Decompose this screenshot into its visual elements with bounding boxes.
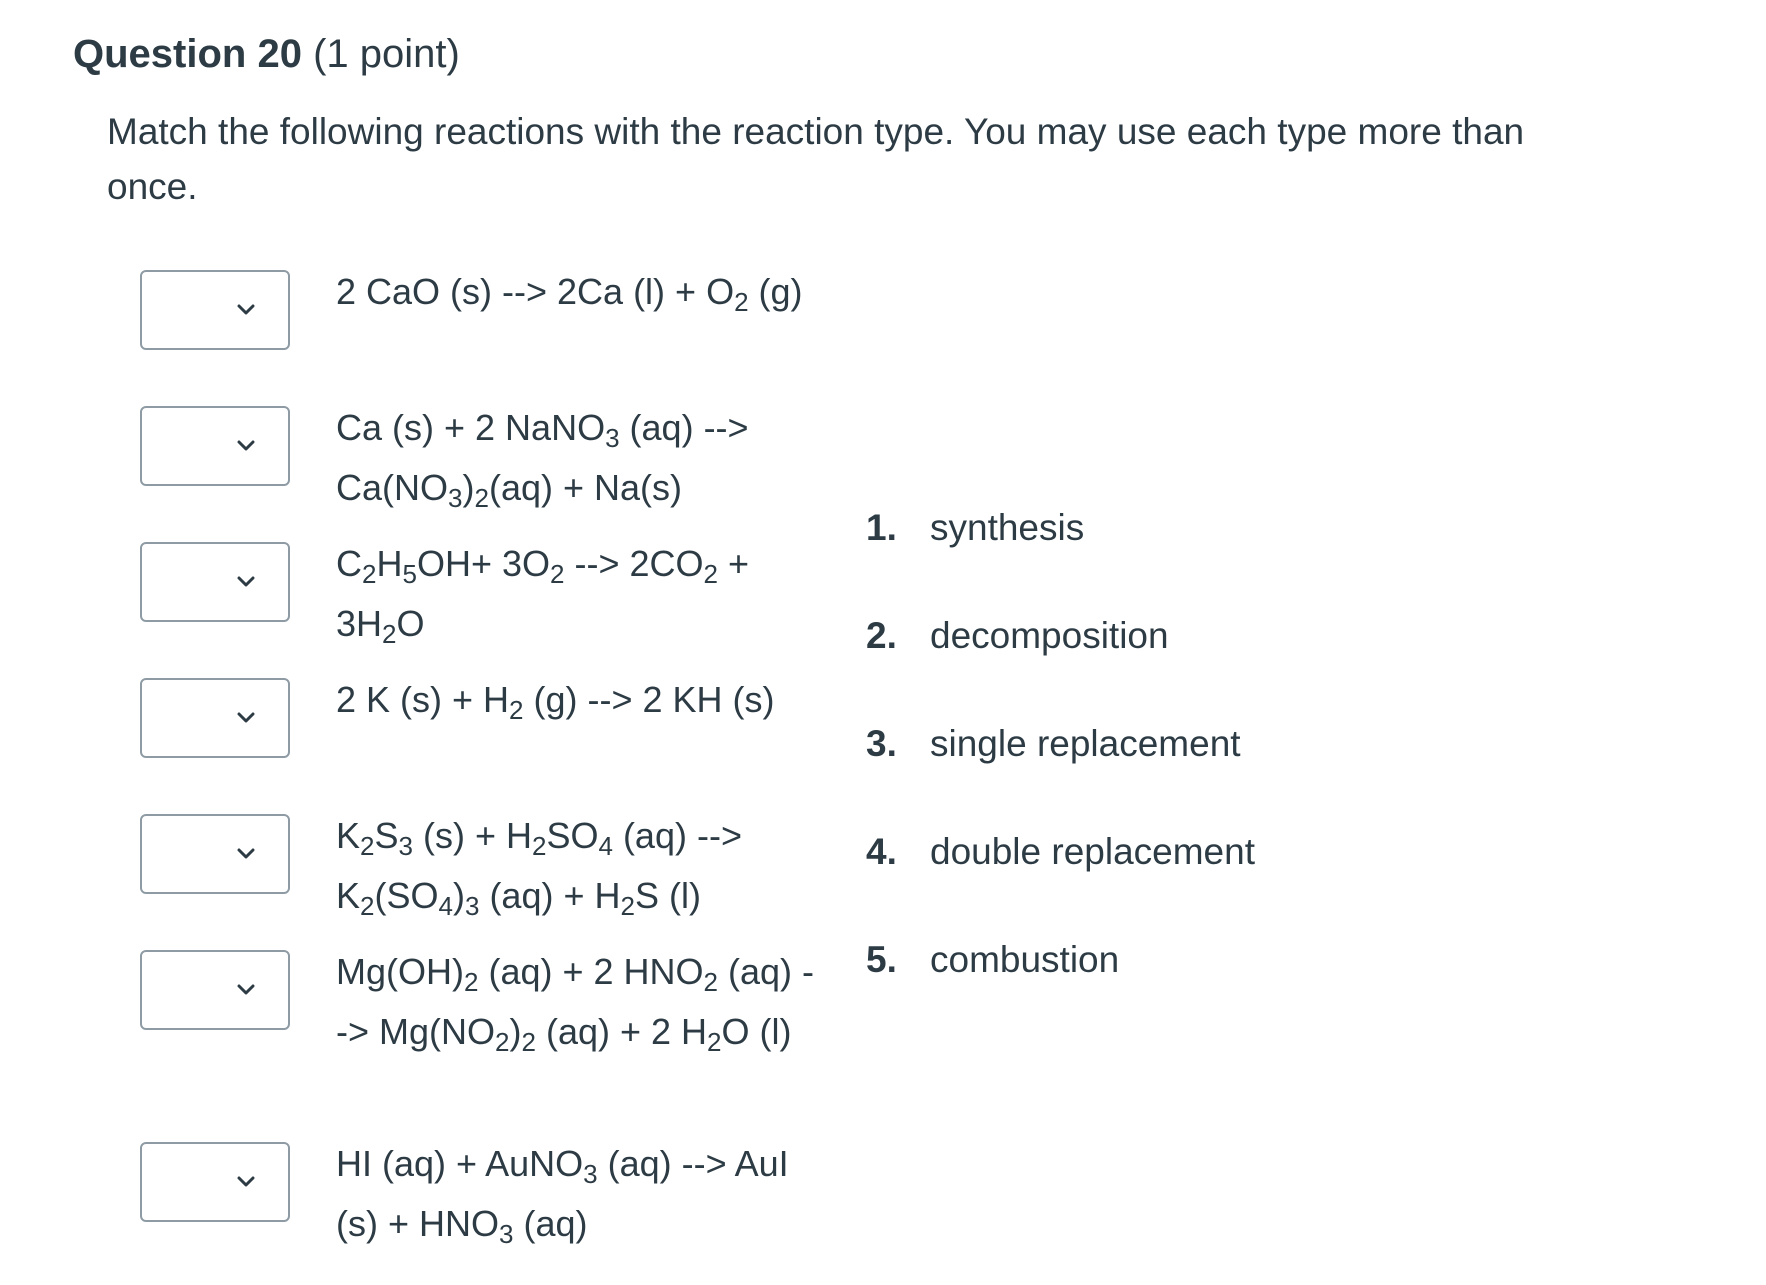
equation-text: O (l) <box>721 1011 792 1052</box>
answer-number: 3. <box>866 723 897 764</box>
equation-text: (aq) <box>513 1203 588 1244</box>
subscript: 4 <box>598 831 613 861</box>
equation-text: 2 CaO (s) --> 2Ca (l) + O <box>336 271 735 312</box>
subscript: 2 <box>531 831 547 861</box>
reaction-type-dropdown[interactable] <box>140 678 290 758</box>
subscript: 3 <box>448 483 463 513</box>
subscript: 2 <box>703 559 718 589</box>
chevron-down-icon <box>234 570 258 594</box>
equation-text: SO <box>546 815 599 856</box>
equation-text: ) <box>462 467 475 508</box>
equation-text: ) <box>509 1011 522 1052</box>
subscript: 2 <box>360 831 375 861</box>
subscript: 2 <box>464 967 479 997</box>
equation-text: S <box>374 815 399 856</box>
answer-label: single replacement <box>930 723 1241 764</box>
equation-text: (aq) + 2 H <box>535 1011 708 1052</box>
question-prompt: Match the following reactions with the reaction type. You may use each type more than once. <box>107 111 1525 207</box>
reaction-equation <box>336 398 816 518</box>
answer-item <box>866 822 1366 882</box>
subscript: 2 <box>734 287 749 317</box>
answer-label: double replacement <box>930 831 1255 872</box>
subscript: 5 <box>402 559 417 589</box>
equation-text: (aq) + 2 HNO <box>478 951 704 992</box>
equation-text: (g) <box>748 271 803 312</box>
reaction-equation <box>336 534 816 654</box>
equation-text: C <box>336 543 362 584</box>
equation-text: K <box>336 815 361 856</box>
chevron-down-icon <box>234 298 258 322</box>
subscript: 3 <box>605 423 620 453</box>
equation-text: (aq) --> Mg(NO <box>336 951 815 1052</box>
equation-text: (aq) --> K <box>336 815 742 916</box>
reaction-equation <box>336 1134 816 1254</box>
reaction-equation <box>336 670 816 730</box>
reaction-equation <box>336 806 816 926</box>
equation-text: (s) + H <box>412 815 532 856</box>
chevron-down-icon <box>234 842 258 866</box>
answer-item <box>866 714 1366 774</box>
question-title: Question 20 <box>73 32 302 76</box>
subscript: 2 <box>509 695 524 725</box>
reaction-equation <box>336 262 816 322</box>
reaction-equation <box>336 942 816 1062</box>
subscript: 2 <box>703 967 719 997</box>
equation-text: (aq) + H <box>479 875 621 916</box>
equation-text: O <box>396 603 425 644</box>
chevron-down-icon <box>234 978 258 1002</box>
equation-text: HI (aq) + AuNO <box>336 1143 584 1184</box>
answer-item <box>866 606 1366 666</box>
equation-text: (aq) + Na(s) <box>488 467 682 508</box>
equation-text: ) <box>452 875 465 916</box>
equation-text: S (l) <box>634 875 701 916</box>
answer-label: decomposition <box>930 615 1169 656</box>
subscript: 4 <box>438 891 453 921</box>
subscript: 3 <box>583 1159 598 1189</box>
subscript: 3 <box>499 1219 514 1249</box>
subscript: 2 <box>707 1027 722 1057</box>
subscript: 2 <box>620 891 635 921</box>
reaction-type-dropdown[interactable] <box>140 1142 290 1222</box>
equation-text: OH+ 3O <box>416 543 550 584</box>
reaction-type-dropdown[interactable] <box>140 542 290 622</box>
equation-text: Ca (s) + 2 NaNO <box>336 407 606 448</box>
question-header <box>73 28 460 80</box>
chevron-down-icon <box>234 434 258 458</box>
answer-label: combustion <box>930 939 1120 980</box>
equation-text: (g) --> 2 KH (s) <box>523 679 775 720</box>
subscript: 2 <box>495 1027 510 1057</box>
subscript: 2 <box>521 1027 536 1057</box>
equation-text: (aq) --> Ca(NO <box>336 407 749 508</box>
subscript: 2 <box>474 483 489 513</box>
reaction-type-dropdown[interactable] <box>140 950 290 1030</box>
chevron-down-icon <box>234 1170 258 1194</box>
answer-number: 1. <box>866 507 897 548</box>
answer-number: 2. <box>866 615 897 656</box>
equation-text: 2 K (s) + H <box>336 679 510 720</box>
equation-text: Mg(OH) <box>336 951 464 992</box>
reaction-type-dropdown[interactable] <box>140 814 290 894</box>
answer-label: synthesis <box>930 507 1085 548</box>
answer-item <box>866 930 1366 990</box>
subscript: 3 <box>464 891 480 921</box>
equation-text: + 3H <box>336 543 749 644</box>
subscript: 3 <box>398 831 413 861</box>
equation-text: H <box>376 543 403 584</box>
reaction-type-dropdown[interactable] <box>140 406 290 486</box>
subscript: 2 <box>362 559 377 589</box>
question-points: (1 point) <box>313 32 460 76</box>
answer-number: 5. <box>866 939 897 980</box>
answer-item <box>866 498 1366 558</box>
equation-text: --> 2CO <box>564 543 704 584</box>
subscript: 2 <box>382 619 397 649</box>
subscript: 2 <box>550 559 565 589</box>
chevron-down-icon <box>234 706 258 730</box>
subscript: 2 <box>360 891 375 921</box>
answer-number: 4. <box>866 831 897 872</box>
reaction-type-dropdown[interactable] <box>140 270 290 350</box>
equation-text: (aq) --> AuI (s) + HNO <box>336 1143 789 1244</box>
equation-text: (SO <box>374 875 439 916</box>
